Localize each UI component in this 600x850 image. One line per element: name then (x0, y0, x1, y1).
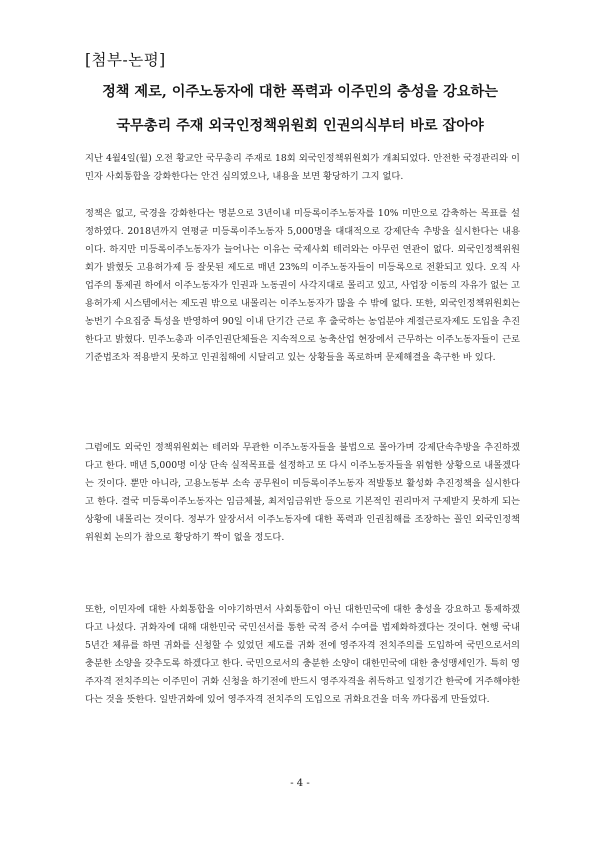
document-title-line-1: 정책 제로, 이주노동자에 대한 폭력과 이주민의 충성을 강요하는 (102, 84, 498, 100)
paragraph-text: 그럼에도 외국인 정책위원회는 테러와 무관한 이주노동자들을 불법으로 몰아가며 강제단속추방을 추진하겠다고 한다. 매년 5,000명 이상 단속 실적목표를 설정하고 또 다시 이주노동자들을 위험한 상황으로 내몰겠다는 것이다. 뿐만 아니라, 고용노동부 소속 공무원이 미등록이주노동자 적발통보 활성화 추진정책을 실시한다고 한다. 결국 미등록이주노동자는 임금체불, 최저임금위반 등으로 기본적인 권리마저 구제받지 못하게 되는 상황에 내몰리는 것이다. 정부가 앞장서서 이주노동자에 대한 폭력과 인권침해를 조장하는 꼴인 외국인정책위원회 논의가 참으로 황당하기 짝이 없을 정도다. (85, 442, 520, 543)
attachment-label: [첨부-논평] (85, 51, 166, 69)
paragraph-text: 지난 4월4일(월) 오전 황교안 국무총리 주재로 18회 외국인정책위원회가 개최되었다. 안전한 국경관리와 이민자 사회통합을 강화한다는 안건 심의였으나, 내용을 보면 황당하기 그지 없다. (85, 153, 520, 182)
body-paragraph-4 (85, 601, 520, 709)
page-number: - 4 - (290, 778, 310, 789)
body-paragraph-3 (85, 439, 520, 547)
body-paragraph-2 (85, 205, 520, 367)
document-title-line-2: 국무총리 주재 외국인정책위원회 인권의식부터 바로 잡아야 (116, 118, 484, 134)
body-paragraph-1 (85, 150, 520, 186)
paragraph-text: 정책은 없고, 국경을 강화한다는 명분으로 3년이내 미등록이주노동자를 10% 미만으로 감축하는 목표를 설정하였다. 2018년까지 연평균 미등록이주노동자 5,000명을 대대적으로 강제단속 추방을 실시한다는 내용이다. 하지만 미등록이주노동자가 늘어나는 이유는 국제사회 테러와는 아무런 연관이 없다. 외국인정책위원회가 밝혔듯 고용허가제 등 잘못된 제도로 매년 23%의 이주노동자들이 미등록으로 전환되고 있다. 오직 사업주의 통제권 하에서 이주노동자가 인권과 노동권이 사각지대로 몰리고 있고, 사업장 이동의 자유가 없는 고용허가제 시스템에서는 제도권 밖으로 내몰리는 이주노동자가 많을 수 밖에 없다. 또한, 외국인정책위원회는 농번기 수요집중 특성을 반영하여 90일 이내 단기간 근로 후 출국하는 농업분야 계절근로자제도 도입을 추진한다고 밝혔다. 민주노총과 이주인권단체들은 지속적으로 농축산업 현장에서 근무하는 이주노동자들이 근로기준법조차 적용받지 못하고 인권침해에 시달리고 있는 상황들을 폭로하며 문제해결을 촉구한 바 있다. (85, 208, 520, 363)
paragraph-text: 또한, 이민자에 대한 사회통합을 이야기하면서 사회통합이 아닌 대한민국에 대한 충성을 강요하고 통제하겠다고 나섰다. 귀화자에 대해 대한민국 국민선서를 통한 국적 증서 수여를 법제화하겠다는 것이다. 현행 국내 5년간 체류를 하면 귀화를 신청할 수 있었던 제도를 귀화 전에 영주자격 전치주의를 도입하여 국민으로서의 충분한 소양을 갖추도록 하겠다고 한다. 국민으로서의 충분한 소양이 대한민국에 대한 충성맹세인가. 특히 영주자격 전치주의는 이주민이 귀화 신청을 하기전에 반드시 영주자격을 취득하고 일정기간 한국에 거주해야한다는 것을 뜻한다. 일반귀화에 있어 영주자격 전치주의 도입으로 귀화요건을 더욱 까다롭게 만들었다. (85, 604, 521, 705)
